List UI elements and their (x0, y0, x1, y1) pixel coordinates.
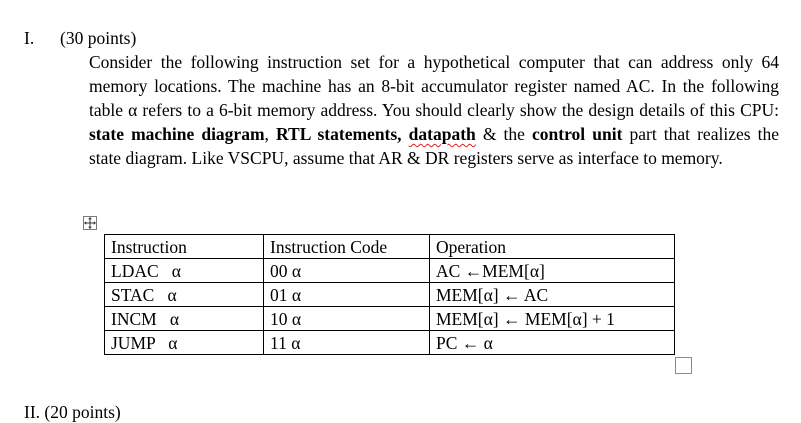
question-text-4: part that realizes the state diagram. Like VSCPU, assume that AR & DR registers serve as interface to memory. (89, 124, 780, 168)
term-datapath: datapath (408, 124, 476, 144)
term-rtl-statements: RTL statements, (276, 124, 409, 144)
term-state-machine-diagram: state machine diagram (89, 124, 265, 144)
question-number: I. (24, 28, 35, 48)
resize-handle-icon[interactable] (675, 357, 692, 374)
question-text-2: , (264, 124, 276, 144)
question-heading (24, 28, 136, 49)
question-points: (30 points) (60, 28, 137, 48)
term-control-unit: control unit (532, 124, 623, 144)
cell-code: 00 α (264, 259, 430, 283)
table-row (105, 331, 675, 355)
table-header-row (105, 235, 675, 259)
table-row (105, 259, 675, 283)
header-instruction: Instruction (105, 235, 264, 259)
cell-operation: MEM[α] ← MEM[α] + 1 (430, 307, 675, 331)
cell-instruction: LDAC α (105, 259, 264, 283)
header-instruction-code: Instruction Code (264, 235, 430, 259)
cell-code: 10 α (264, 307, 430, 331)
question-text-1: Consider the following instruction set for a hypothetical computer that can address only 64 memory locations. The machine has an 8-bit accumulator register named AC. In the following table α refers to a 6-bit memory address. You should clearly show the design details of this CPU: (89, 52, 779, 120)
cell-instruction: JUMP α (105, 331, 264, 355)
cell-instruction: STAC α (105, 283, 264, 307)
cell-code: 01 α (264, 283, 430, 307)
cell-code: 11 α (264, 331, 430, 355)
cell-operation: AC ←MEM[α] (430, 259, 675, 283)
cell-operation: MEM[α] ← AC (430, 283, 675, 307)
cell-instruction: INCM α (105, 307, 264, 331)
instruction-set-table (104, 234, 675, 355)
header-operation: Operation (430, 235, 675, 259)
move-cross-icon[interactable] (83, 216, 97, 230)
question-text-3: & the (475, 124, 533, 144)
table-row (105, 307, 675, 331)
question-text (89, 50, 779, 170)
next-question-heading: II. (20 points) (24, 402, 121, 422)
cell-operation: PC ← α (430, 331, 675, 355)
table-row (105, 283, 675, 307)
